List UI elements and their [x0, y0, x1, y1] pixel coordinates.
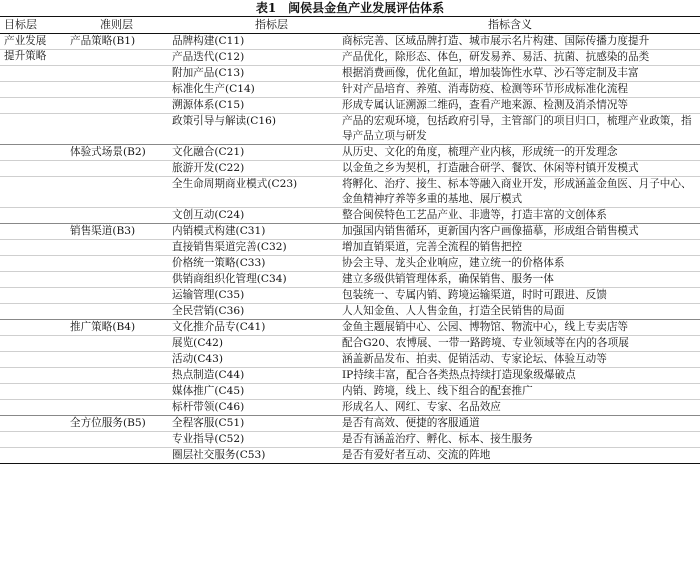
table-row	[0, 287, 700, 303]
table-row	[0, 65, 700, 81]
criteria-group	[0, 34, 700, 145]
criteria-cell: 体验式场景(B2)	[70, 146, 146, 158]
meaning-cell: 将孵化、治疗、接生、标本等融入商业开发，形成涵盖金鱼医、月子中心、金鱼精神疗养等多重的基地、展厅模式	[342, 178, 692, 205]
table-row	[0, 335, 700, 351]
table-row	[0, 176, 700, 207]
indicator-cell: 全民营销(C36)	[172, 305, 245, 317]
indicator-cell: 圈层社交服务(C53)	[172, 449, 266, 461]
table-row	[0, 160, 700, 176]
indicator-cell: 品牌构建(C11)	[172, 35, 245, 47]
indicator-cell: 标杆带领(C46)	[172, 401, 245, 413]
indicator-cell: 全程客服(C51)	[172, 417, 245, 429]
meaning-cell: 针对产品培育、养殖、消毒防疫、检测等环节形成标准化流程	[342, 83, 629, 95]
header-meaning: 指标含义	[488, 18, 532, 31]
indicator-cell: 文创互动(C24)	[172, 209, 245, 221]
table-row	[0, 145, 700, 160]
target-line-2: 提升策略	[4, 50, 47, 62]
criteria-group	[0, 145, 700, 224]
table-row	[0, 207, 700, 223]
meaning-cell: 根据消费画像，优化鱼缸，增加装饰性水草、沙石等定制及丰富	[342, 67, 639, 79]
table-header	[0, 16, 700, 34]
meaning-cell: 金鱼主题展销中心、公园、博物馆、物流中心，线上专卖店等	[342, 321, 629, 333]
table-row	[0, 224, 700, 239]
table-row	[0, 239, 700, 255]
meaning-cell: IP持续丰富，配合各类热点持续打造现象级爆破点	[342, 369, 576, 381]
table-row	[0, 351, 700, 367]
table-row	[0, 113, 700, 144]
meaning-cell: 包装统一、专属内销、跨境运输渠道，时时可跟进、反馈	[342, 289, 607, 301]
table-row	[0, 416, 700, 431]
table-body	[0, 34, 700, 464]
indicator-cell: 内销模式构建(C31)	[172, 225, 266, 237]
meaning-cell: 建立多级供销管理体系，确保销售、服务一体	[342, 273, 554, 285]
meaning-cell: 内销、跨境，线上、线下组合的配套推广	[342, 385, 533, 397]
indicator-cell: 全生命周期商业模式(C23)	[172, 178, 298, 190]
meaning-cell: 是否有高效、便捷的客服通道	[342, 417, 480, 429]
meaning-cell: 从历史、文化的角度，梳理产业内核，形成统一的开发理念	[342, 146, 618, 158]
indicator-cell: 价格统一策略(C33)	[172, 257, 266, 269]
meaning-cell: 整合闽侯特色工艺品产业、非遗等，打造丰富的文创体系	[342, 209, 607, 221]
meaning-cell: 配合G20、农博展、一带一路跨境、专业领域等在内的各项展	[342, 337, 629, 349]
table-row	[0, 383, 700, 399]
meaning-cell: 商标完善、区域品牌打造、城市展示名片构建、国际传播力度提升	[342, 35, 650, 47]
meaning-cell: 形成名人、网红、专家、名品效应	[342, 401, 501, 413]
indicator-cell: 标准化生产(C14)	[172, 83, 255, 95]
criteria-cell: 推广策略(B4)	[70, 321, 136, 333]
table-row	[0, 255, 700, 271]
indicator-cell: 政策引导与解读(C16)	[172, 115, 277, 127]
criteria-cell: 销售渠道(B3)	[70, 225, 136, 237]
indicator-cell: 产品迭代(C12)	[172, 51, 245, 63]
header-indicator: 指标层	[255, 18, 288, 31]
header-criteria: 准则层	[100, 18, 133, 31]
criteria-cell: 全方位服务(B5)	[70, 417, 146, 429]
meaning-cell: 增加直销渠道，完善全流程的销售把控	[342, 241, 523, 253]
meaning-cell: 人人知金鱼、人人售金鱼，打造全民销售的局面	[342, 305, 565, 317]
criteria-group	[0, 224, 700, 320]
table-row	[0, 81, 700, 97]
meaning-cell: 涵盖新品发布、拍卖、促销活动、专家论坛、体验互动等	[342, 353, 607, 365]
indicator-cell: 直接销售渠道完善(C32)	[172, 241, 287, 253]
table-row	[0, 97, 700, 113]
target-line-1: 产业发展	[4, 35, 47, 47]
meaning-cell: 产品优化，除形态、体色，研发易养、易活、抗菌、抗感染的品类	[342, 51, 650, 63]
indicator-cell: 展览(C42)	[172, 337, 224, 349]
table-row	[0, 447, 700, 463]
header-target: 目标层	[4, 18, 37, 31]
indicator-cell: 旅游开发(C22)	[172, 162, 245, 174]
evaluation-table	[0, 16, 700, 464]
table-row	[0, 367, 700, 383]
table-title: 表1 闽侯县金鱼产业发展评估体系	[255, 1, 445, 15]
criteria-group	[0, 416, 700, 464]
indicator-cell: 文化融合(C21)	[172, 146, 245, 158]
table-row	[0, 49, 700, 65]
indicator-cell: 热点制造(C44)	[172, 369, 245, 381]
indicator-cell: 溯源体系(C15)	[172, 99, 245, 111]
table-row	[0, 303, 700, 319]
meaning-cell: 协会主导、龙头企业响应，建立统一的价格体系	[342, 257, 565, 269]
meaning-cell: 以金鱼之乡为契机，打造融合研学、餐饮、休闲等村镇开发模式	[342, 162, 639, 174]
indicator-cell: 供销商组织化管理(C34)	[172, 273, 287, 285]
table-row	[0, 320, 700, 335]
table-row	[0, 399, 700, 415]
criteria-group	[0, 320, 700, 416]
meaning-cell: 加强国内销售循环，更新国内客户画像描摹，形成组合销售模式	[342, 225, 639, 237]
table-row	[0, 34, 700, 49]
meaning-cell: 形成专属认证溯源二维码，查看产地来源、检测及消杀情况等	[342, 99, 629, 111]
indicator-cell: 运输管理(C35)	[172, 289, 245, 301]
meaning-cell: 是否有涵盖治疗、孵化、标本、接生服务	[342, 433, 533, 445]
indicator-cell: 专业指导(C52)	[172, 433, 245, 445]
indicator-cell: 附加产品(C13)	[172, 67, 245, 79]
criteria-cell: 产品策略(B1)	[70, 35, 136, 47]
table-row	[0, 431, 700, 447]
meaning-cell: 产品的宏观环境，包括政府引导，主管部门的项目归口，梳理产业政策，指导产品立项与研发	[342, 115, 692, 142]
indicator-cell: 媒体推广(C45)	[172, 385, 245, 397]
table-row	[0, 271, 700, 287]
indicator-cell: 文化推介品专(C41)	[172, 321, 266, 333]
meaning-cell: 是否有爱好者互动、交流的阵地	[342, 449, 491, 461]
indicator-cell: 活动(C43)	[172, 353, 224, 365]
